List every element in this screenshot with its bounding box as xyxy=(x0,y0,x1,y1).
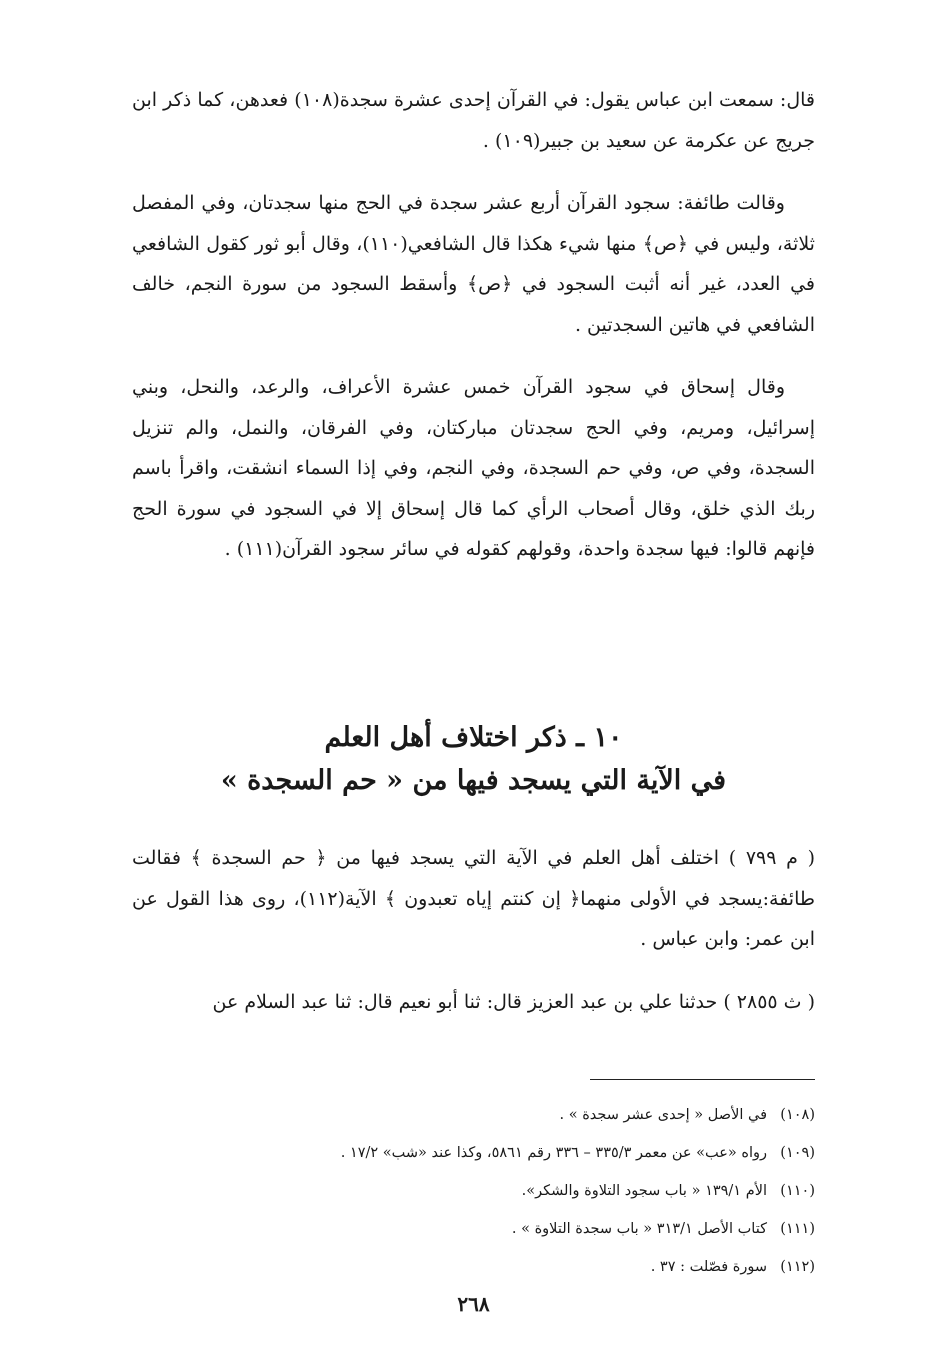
footnote-text: رواه «عب» عن معمر ٣٣٥/٣ – ٣٣٦ رقم ٥٨٦١، وكذا عند «شب» ١٧/٢ . xyxy=(340,1145,767,1161)
paragraph: وقالت طائفة: سجود القرآن أربع عشر سجدة في الحج منها سجدتان، وفي المفصل ثلاثة، وليس في ﴿ص﴾ منها شيء هكذا قال الشافعي(١١٠)، وقال أبو ثور كقول الشافعي في العدد، غير أنه أثبت السجود في ﴿ص﴾ وأسقط السجود من سورة النجم، خالف الشافعي في هاتين السجدتين . xyxy=(132,192,815,336)
footnote xyxy=(132,1210,815,1248)
paragraph: وقال إسحاق في سجود القرآن خمس عشرة الأعراف، والرعد، والنحل، وبني إسرائيل، ومريم، وفي الحج سجدتان مباركتان، وفي الفرقان، والنمل، والم تنزيل السجدة، وفي ص، وفي حم السجدة، وفي النجم، وفي إذا السماء انشقت، واقرأ باسم ربك الذي خلق، وقال أصحاب الرأي كما قال إسحاق إلا في السجود في سورة الحج فإنهم قالوا: فيها سجدة واحدة، وقولهم كقوله في سائر سجود القرآن(١١١) . xyxy=(132,376,815,560)
footnote xyxy=(132,1134,815,1172)
section-heading-line-1: ١٠ ـ ذكر اختلاف أهل العلم xyxy=(324,722,623,753)
footnote-number: (١١٠) xyxy=(780,1183,815,1199)
section-text xyxy=(132,838,815,1044)
paragraph: ( م ٧٩٩ ) اختلف أهل العلم في الآية التي يسجد فيها من ﴿ حم السجدة ﴾ فقالت طائفة:يسجد في الأولى منهما﴿ إن كنتم إياه تعبدون ﴾ الآية(١١٢)، روى هذا القول عن ابن عمر: وابن عباس . xyxy=(132,847,816,950)
footnote xyxy=(132,1172,815,1210)
page-number: ٢٦٨ xyxy=(457,1292,490,1316)
footnote-number: (١١١) xyxy=(780,1221,815,1237)
footnote-text: الأم ١٣٩/١ « باب سجود التلاوة والشكر». xyxy=(521,1183,767,1199)
footnote-text: سورة فصّلت : ٣٧ . xyxy=(650,1259,767,1275)
footnote-number: (١٠٩) xyxy=(780,1145,815,1161)
footnote xyxy=(132,1248,815,1286)
footnote-text: في الأصل « إحدى عشر سجدة » . xyxy=(559,1107,767,1123)
paragraph: ( ث ٢٨٥٥ ) حدثنا علي بن عبد العزيز قال: ثنا أبو نعيم قال: ثنا عبد السلام عن xyxy=(212,990,815,1013)
footnotes xyxy=(132,1096,815,1286)
section-heading xyxy=(0,716,947,802)
paragraph: قال: سمعت ابن عباس يقول: في القرآن إحدى عشرة سجدة(١٠٨) فعدهن، كما ذكر ابن جريج عن عكرمة عن سعيد بن جبير(١٠٩) . xyxy=(132,89,815,152)
footnote-text: كتاب الأصل ٣١٣/١ « باب سجدة التلاوة » . xyxy=(511,1221,767,1237)
footnote-number: (١١٢) xyxy=(780,1259,815,1275)
footnote xyxy=(132,1096,815,1134)
footnote-number: (١٠٨) xyxy=(780,1107,815,1123)
footnote-divider xyxy=(590,1079,815,1080)
main-text xyxy=(132,80,815,592)
section-heading-line-2: في الآية التي يسجد فيها من « حم السجدة » xyxy=(220,765,727,796)
